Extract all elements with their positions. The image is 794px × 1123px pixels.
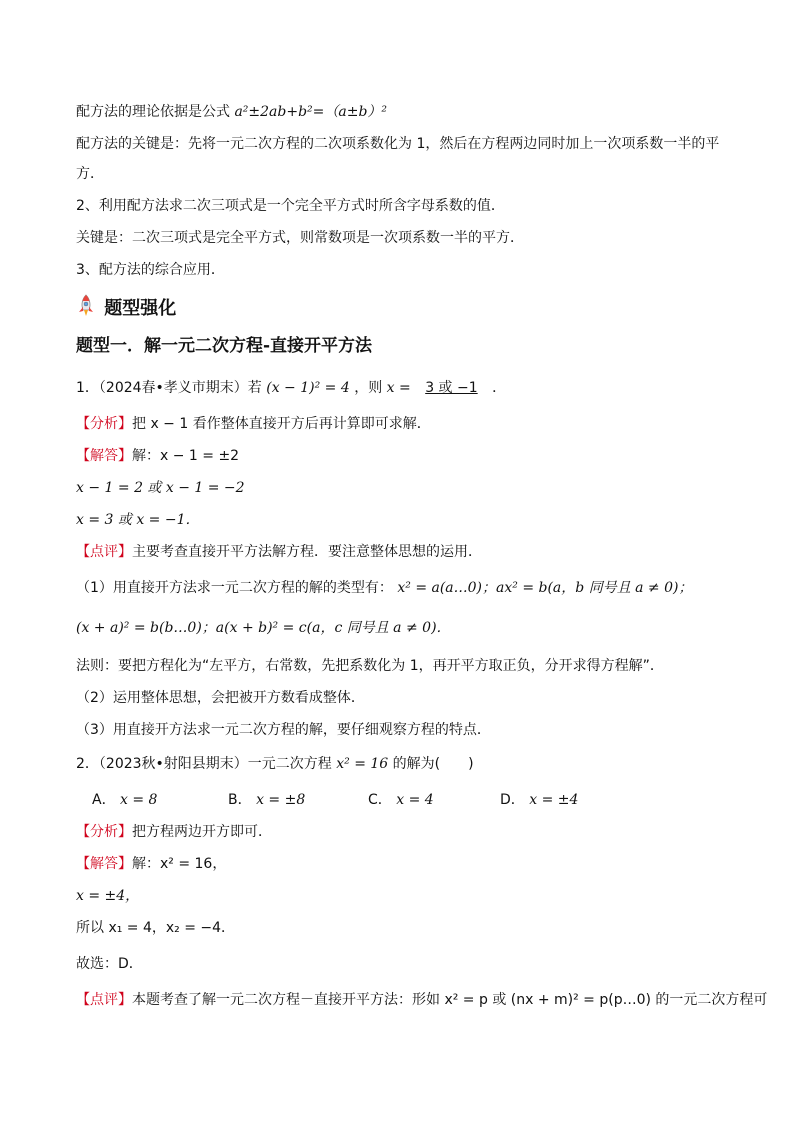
option-a-label: A．: [92, 792, 116, 808]
solution-tag: 【解答】: [76, 448, 132, 464]
key-point-line-cont: 方．: [76, 166, 104, 182]
question-1-step-2: x − 1 = 2 或 x − 1 = −2: [76, 480, 245, 496]
question-2-stem: [76, 754, 724, 774]
option-d: [500, 790, 578, 810]
option-d-value: x = ±4: [529, 792, 579, 808]
comment-tag: 【点评】: [76, 992, 132, 1008]
question-1-step-3: x = 3 或 x = −1．: [76, 512, 200, 528]
option-a: [92, 790, 157, 810]
analysis-text: 把方程两边开方即可．: [132, 824, 272, 840]
rule-line: 法则：要把方程化为“左平方，右常数，先把系数化为 1，再开平方取正负，分开求得方程解”．: [76, 658, 664, 674]
question-2-choice: 故选：D．: [76, 956, 143, 972]
note-2: （2）运用整体思想，会把被开方数看成整体．: [76, 690, 365, 706]
question-1-suffix: ．: [492, 380, 507, 396]
analysis-tag: 【分析】: [76, 824, 132, 840]
question-1-analysis: [76, 414, 724, 434]
analysis-tag: 【分析】: [76, 416, 132, 432]
question-2-step-2: x = ±4，: [76, 888, 140, 904]
question-2-suffix: 的解为( ): [392, 756, 474, 772]
key-point-line: 配方法的关键是：先将一元二次方程的二次项系数化为 1，然后在方程两边同时加上一次项系数一半的平: [76, 136, 720, 152]
formula-basis-text: 配方法的理论依据是公式: [76, 104, 230, 120]
question-1-prefix: 1．（2024春•孝义市期末）若: [76, 380, 262, 396]
option-b: [228, 790, 305, 810]
solution-text: 解：x² = 16，: [132, 856, 227, 872]
formula-basis-line: [76, 102, 724, 122]
question-2-solution: [76, 854, 724, 874]
formula-basis-formula: a²±2ab+b²=（a±b）²: [234, 104, 388, 120]
question-1-formula: (x − 1)² = 4: [266, 380, 350, 396]
question-1-comment: [76, 542, 724, 562]
analysis-text: 把 x − 1 看作整体直接开方后再计算即可求解．: [132, 416, 431, 432]
option-c-label: C．: [368, 792, 392, 808]
note-3: （3）用直接开方法求一元二次方程的解，要仔细观察方程的特点．: [76, 722, 491, 738]
note-1-text: （1）用直接开方法求一元二次方程的解的类型有：: [76, 580, 393, 596]
point-2: 2、利用配方法求二次三项式是一个完全平方式时所含字母系数的值．: [76, 198, 505, 214]
comment-text: 主要考查直接开平方法解方程．要注意整体思想的运用．: [132, 544, 482, 560]
note-1-line-2: (x + a)² = b(b…0)；a(x + b)² = c(a，c 同号且 a ≠ 0)．: [76, 620, 451, 636]
option-d-label: D．: [500, 792, 525, 808]
key-line: 关键是：二次三项式是完全平方式，则常数项是一次项系数一半的平方．: [76, 230, 524, 246]
option-c-value: x = 4: [396, 792, 434, 808]
note-1: [76, 578, 724, 598]
question-2-formula: x² = 16: [336, 756, 389, 772]
section-header: [76, 294, 176, 321]
option-c: [368, 790, 434, 810]
question-1-stem: [76, 378, 724, 398]
question-1-answer: 3 或 −1: [425, 380, 478, 396]
question-2-prefix: 2．（2023秋•射阳县期末）一元二次方程: [76, 756, 332, 772]
rocket-icon: [76, 294, 96, 318]
question-2-comment: [76, 990, 768, 1010]
question-1-mid: ，则: [354, 380, 383, 396]
solution-text: 解：x − 1 = ±2: [132, 448, 240, 464]
option-b-value: x = ±8: [256, 792, 306, 808]
question-1-solution: [76, 446, 724, 466]
comment-tag: 【点评】: [76, 544, 132, 560]
topic-title: 题型一．解一元二次方程-直接开平方法: [76, 336, 373, 356]
section-title: 题型强化: [104, 298, 177, 319]
solution-tag: 【解答】: [76, 856, 132, 872]
comment-text: 本题考查了解一元二次方程－直接开平方法：形如 x² = p 或 (nx + m)² = p(p…0) 的一元二次方程可: [132, 992, 768, 1008]
point-3: 3、配方法的综合应用．: [76, 262, 225, 278]
question-1-var: x =: [386, 380, 411, 396]
option-a-value: x = 8: [120, 792, 158, 808]
note-1-formula: x² = a(a…0)；ax² = b(a，b 同号且 a ≠ 0)；: [397, 580, 693, 596]
question-2-analysis: [76, 822, 724, 842]
option-b-label: B．: [228, 792, 252, 808]
question-2-step-3: 所以 x₁ = 4，x₂ = −4．: [76, 920, 236, 936]
